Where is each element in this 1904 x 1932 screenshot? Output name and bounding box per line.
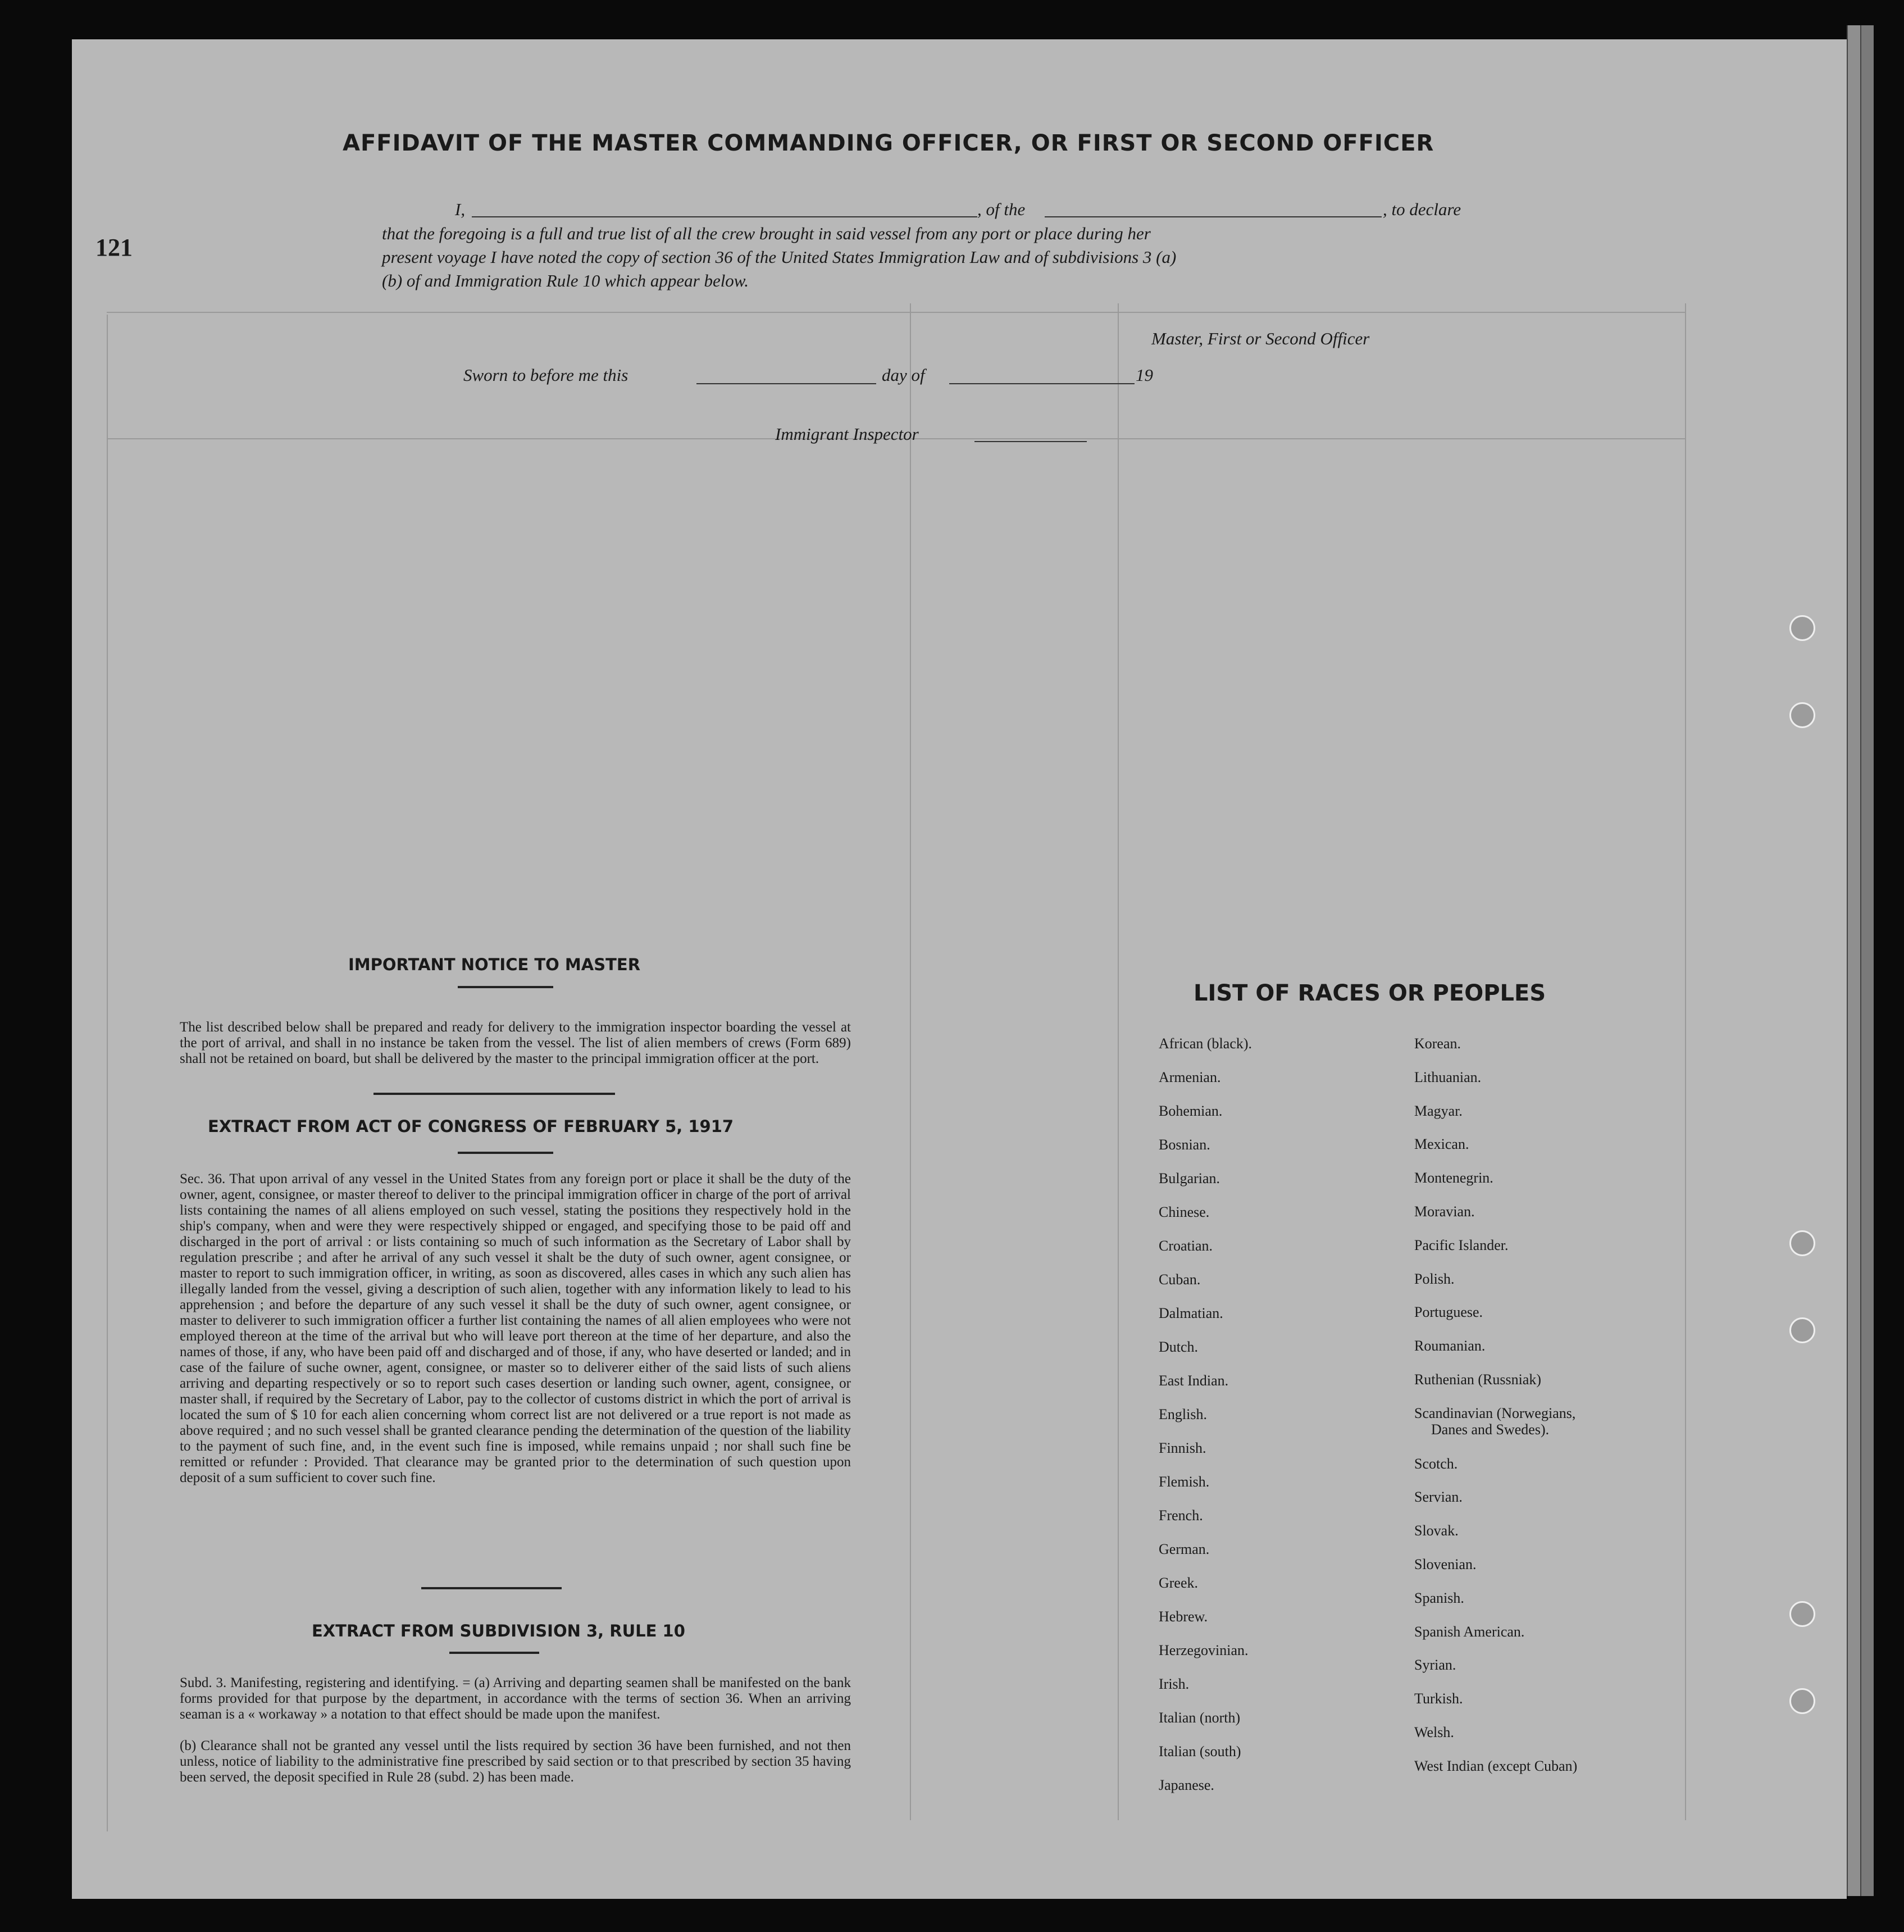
- race-item: Servian.: [1414, 1489, 1463, 1506]
- race-item: Finnish.: [1159, 1440, 1206, 1456]
- race-item: German.: [1159, 1541, 1210, 1557]
- sworn-label: Sworn to before me this: [463, 365, 628, 385]
- inspector-blank[interactable]: [974, 441, 1087, 442]
- binder-hole: [1789, 1688, 1815, 1714]
- race-item: Spanish American.: [1414, 1623, 1525, 1640]
- page-edge: [1847, 25, 1860, 1896]
- race-item: Scotch.: [1414, 1455, 1458, 1472]
- affidavit-line2: that the foregoing is a full and true list of all the crew brought in said vessel from any port or place during her: [382, 224, 1151, 243]
- race-item: Hebrew.: [1159, 1608, 1208, 1625]
- race-item: Flemish.: [1159, 1474, 1210, 1490]
- race-item: English.: [1159, 1406, 1207, 1422]
- affidavit-of: , of the: [977, 199, 1026, 219]
- race-item: Moravian.: [1414, 1203, 1475, 1220]
- page-edge: [1860, 25, 1874, 1896]
- race-item: Dalmatian.: [1159, 1305, 1223, 1321]
- race-item: Turkish.: [1414, 1690, 1463, 1707]
- race-item: Korean.: [1414, 1035, 1461, 1052]
- race-item: Lithuanian.: [1414, 1069, 1482, 1085]
- race-item: Slovak.: [1414, 1522, 1459, 1539]
- affidavit-title: AFFIDAVIT OF THE MASTER COMMANDING OFFICER, OR FIRST OR SECOND OFFICER: [343, 130, 1434, 156]
- binder-hole: [1789, 1601, 1815, 1627]
- race-item: Italian (north): [1159, 1710, 1241, 1726]
- page-stamp: 121: [95, 234, 133, 261]
- race-item: Danes and Swedes).: [1431, 1421, 1550, 1438]
- inspector-label: Immigrant Inspector: [775, 424, 919, 444]
- race-item: Ruthenian (Russniak): [1414, 1371, 1542, 1388]
- form-page: [72, 39, 1847, 1899]
- vessel-blank[interactable]: [1045, 216, 1382, 217]
- sworn-day-blank[interactable]: [696, 383, 876, 384]
- rule-text-a: Subd. 3. Manifesting, registering and identifying. = (a) Arriving and departing seamen shall be manifested on the bank forms provided for that purpose by the department, in accordance with the terms of section 36. When an arriving seaman is a « workaway » a notation to that effect should be made upon the manifest.: [180, 1675, 851, 1722]
- race-item: Greek.: [1159, 1575, 1199, 1591]
- notice-heading: IMPORTANT NOTICE TO MASTER: [348, 955, 641, 974]
- race-item: Cuban.: [1159, 1271, 1201, 1288]
- race-item: Bosnian.: [1159, 1137, 1210, 1153]
- day-of-label: day of: [882, 365, 925, 385]
- race-item: Herzegovinian.: [1159, 1642, 1249, 1658]
- race-item: Polish.: [1414, 1270, 1455, 1287]
- divider: [421, 1587, 562, 1589]
- month-blank[interactable]: [949, 383, 1135, 384]
- race-item: Bulgarian.: [1159, 1170, 1220, 1187]
- races-title: LIST OF RACES OR PEOPLES: [1194, 980, 1546, 1006]
- affidavit-line3: present voyage I have noted the copy of section 36 of the United States Immigration Law and of subdivisions 3 (a): [382, 247, 1177, 267]
- race-item: Montenegrin.: [1414, 1170, 1493, 1187]
- affidavit-line4: (b) of and Immigration Rule 10 which appear below.: [382, 271, 749, 290]
- divider: [449, 1652, 539, 1654]
- race-item: Croatian.: [1159, 1238, 1213, 1254]
- ghost-rule: [1118, 303, 1119, 1820]
- ghost-rule: [1685, 303, 1686, 1820]
- act-text: Sec. 36. That upon arrival of any vessel in the United States from any foreign port or place it shall be the duty of the owner, agent, consignee, or master thereof to deliver to the principal immigration officer in charge of the port of arrival lists containing the names of all aliens employed on such vessel, stating the positions they respectively hold in the ship's company, when and were they were respectively shipped or engaged, and specifying those to be paid off and discharged in the port of arrival : or lists containing so much of such information as the Secretary of Labor shall by regulation prescribe ; and after he arrival of any such vessel it shalt be the duty of such owner, agent consignee, or master to report to such immigration officer, in writing, as soon as discovered, alles cases in which any such alien has illegally landed from the vessel, giving a description of such alien, together with any information likely to lead to his apprehension ; and before the departure of any such vessel it shall be the duty of such owner, agent consignee, or master to deliverer to such immigration officer a further list containing the names of all alien employees who were not employed thereon at the time of the arrival but who will leave port thereon at the time of her departure, and also the names of those, if any, who have been paid off and discharged and of those, if any, who have deserted or landed; and in case of the failure of suche owner, agent, consignee, or master so to deliverer either of the said lists of such aliens arriving and departing respectively or so to report such cases desertion or landing such owner, agent, consignee, or master shall, if required by the Secretary of Labor, pay to the collector of customs district in which the port of arrival is located the sum of $ 10 for each alien concerning whom correct list are not delivered or a true report is not made as above required ; and no such vessel shall be granted clearance pending the determination of the question of the liability to the payment of such fine, and, in the event such fine is imposed, while remains unpaid ; nor shall such fine be remitted or refunder : Provided. That clearance may be granted prior to the determination of such question upon deposit of a sum sufficient to cover such fine.: [180, 1171, 851, 1485]
- race-item: Dutch.: [1159, 1339, 1199, 1355]
- rule-text-b: (b) Clearance shall not be granted any vessel until the lists required by section 36 have been furnished, and not then unless, notice of liability to the administrative fine prescribed by said section or to that prescribed by section 35 having been served, the deposit specified in Rule 28 (subd. 2) has been made.: [180, 1738, 851, 1785]
- race-item: East Indian.: [1159, 1372, 1229, 1389]
- race-item: Japanese.: [1159, 1777, 1214, 1793]
- race-item: Roumanian.: [1414, 1338, 1486, 1354]
- notice-text: The list described below shall be prepared and ready for delivery to the immigration inspector boarding the vessel at the port of arrival, and shall in no instance be taken from the vessel. The list of alien members of crews (Form 689) shall not be retained on board, but shall be delivered by the master to the principal immigration officer at the port.: [180, 1020, 851, 1066]
- race-item: Bohemian.: [1159, 1103, 1223, 1119]
- binder-hole: [1789, 1230, 1815, 1256]
- race-item: Scandinavian (Norwegians,: [1414, 1404, 1576, 1421]
- binder-hole: [1789, 615, 1815, 641]
- divider: [458, 1152, 553, 1154]
- race-item: Mexican.: [1414, 1136, 1469, 1153]
- divider: [458, 986, 553, 988]
- race-item: African (black).: [1159, 1035, 1252, 1052]
- race-item: Welsh.: [1414, 1724, 1454, 1740]
- race-item: Chinese.: [1159, 1204, 1210, 1220]
- race-item: Spanish.: [1414, 1589, 1464, 1606]
- race-item: French.: [1159, 1507, 1203, 1524]
- ghost-rule: [910, 303, 911, 1820]
- binder-hole: [1789, 1317, 1815, 1343]
- race-item: Portuguese.: [1414, 1304, 1483, 1321]
- race-item: Irish.: [1159, 1676, 1190, 1692]
- ghost-rule: [107, 315, 108, 1831]
- master-signature-label: Master, First or Second Officer: [1151, 329, 1370, 348]
- race-item: Armenian.: [1159, 1069, 1221, 1085]
- year-label: 19: [1136, 365, 1153, 385]
- affidavit-i: I,: [455, 199, 466, 219]
- act-heading: EXTRACT FROM ACT OF CONGRESS OF FEBRUARY 5, 1917: [208, 1117, 734, 1136]
- race-item: Syrian.: [1414, 1657, 1456, 1674]
- divider: [373, 1093, 615, 1095]
- ghost-rule: [107, 312, 1685, 313]
- rule-heading: EXTRACT FROM SUBDIVISION 3, RULE 10: [312, 1621, 685, 1640]
- race-item: Magyar.: [1414, 1102, 1463, 1119]
- race-item: Slovenian.: [1414, 1556, 1477, 1572]
- race-item: Italian (south): [1159, 1743, 1241, 1760]
- race-item: Pacific Islander.: [1414, 1237, 1509, 1253]
- name-blank[interactable]: [472, 216, 977, 217]
- binder-hole: [1789, 702, 1815, 728]
- affidavit-declare: , to declare: [1383, 199, 1461, 219]
- race-item: West Indian (except Cuban): [1414, 1757, 1578, 1774]
